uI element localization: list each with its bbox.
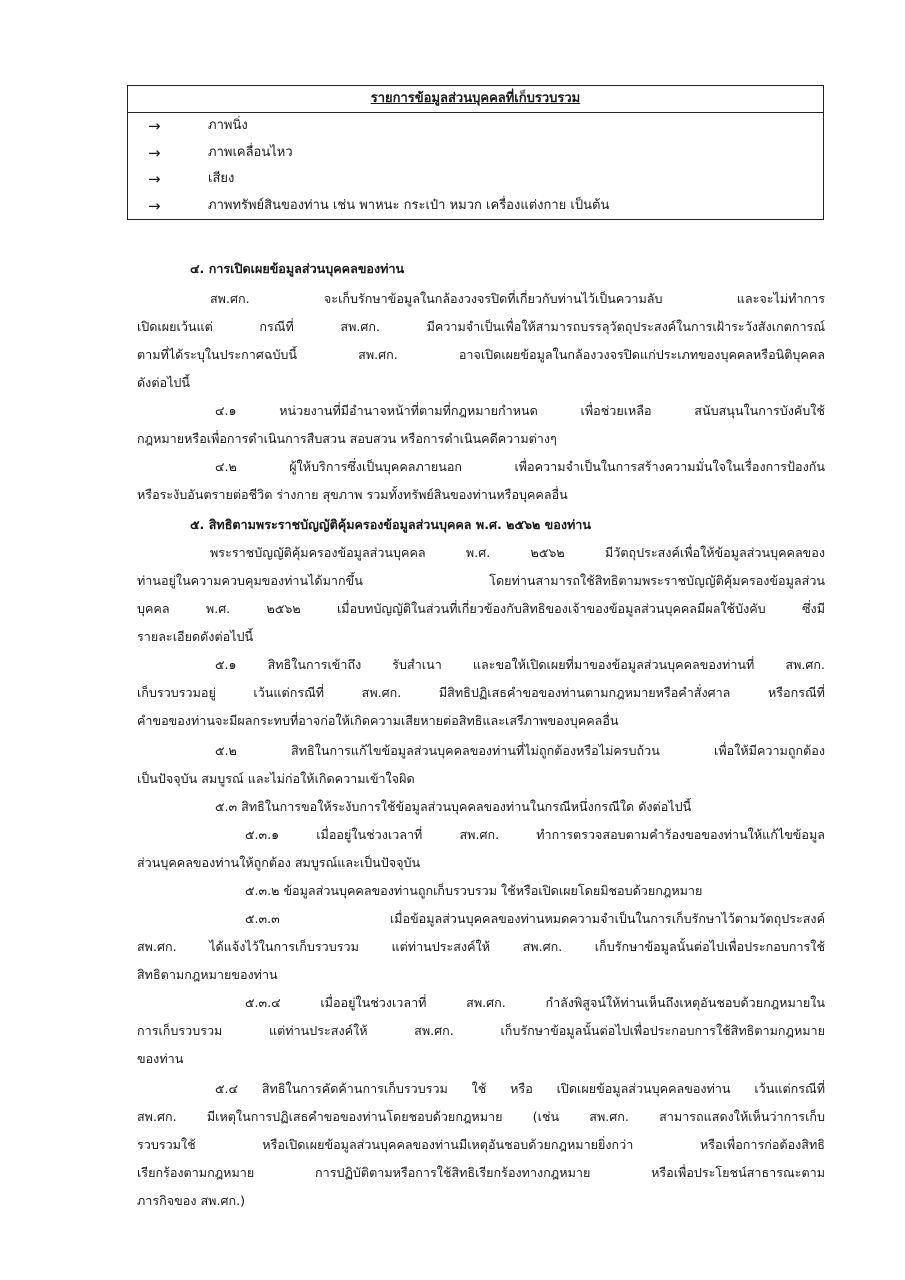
paragraph-line: รายละเอียดดังต่อไปนี้ bbox=[137, 629, 254, 644]
table-cell: ภาพนิ่ง bbox=[208, 118, 248, 133]
table-header: รายการข้อมูลส่วนบุคคลที่เก็บรวบรวม bbox=[128, 86, 823, 113]
paragraph-line: ๔.๑ หน่วยงานที่มีอำนาจหน้าที่ตามที่กฎหมายกำหนด เพื่อช่วยเหลือ สนับสนุนในการบังคับใช้ bbox=[215, 403, 825, 418]
paragraph-line: ๕.๓.๑ เมื่ออยู่ในช่วงเวลาที่ สพ.ศก. ทำการตรวจสอบตามคำร้องขอของท่านให้แก้ไขข้อมูล bbox=[245, 827, 825, 842]
section-4-heading: ๔. การเปิดเผยข้อมูลส่วนบุคคลของท่าน bbox=[190, 261, 405, 276]
paragraph-line: ตามที่ได้ระบุในประกาศฉบับนี้ สพ.ศก. อาจเปิดเผยข้อมูลในกล้องวงจรปิดแก่ประเภทของบุคคลหรือนิติบุคคล bbox=[137, 347, 825, 362]
arrow-icon: → bbox=[148, 117, 161, 135]
paragraph-line: เป็นปัจจุบัน สมบูรณ์ และไม่ก่อให้เกิดความเข้าใจผิด bbox=[137, 771, 415, 786]
paragraph-line: ๕.๑ สิทธิในการเข้าถึง รับสำเนา และขอให้เปิดเผยที่มาของข้อมูลส่วนบุคคลของท่านที่ สพ.ศก. bbox=[215, 657, 825, 672]
paragraph-line: การเก็บรวบรวม แต่ท่านประสงค์ให้ สพ.ศก. เก็บรักษาข้อมูลนั้นต่อไปเพื่อประกอบการใช้สิทธิตามกฎหมาย bbox=[137, 1023, 825, 1038]
arrow-icon: → bbox=[148, 143, 161, 162]
arrow-icon: → bbox=[148, 170, 161, 188]
paragraph-line: ๕.๔ สิทธิในการคัดค้านการเก็บรวบรวม ใช้ หรือ เปิดเผยข้อมูลส่วนบุคคลของท่าน เว้นแต่กรณีที่ bbox=[215, 1081, 825, 1096]
paragraph-line: พระราชบัญญัติคุ้มครองข้อมูลส่วนบุคคล พ.ศ. ๒๕๖๒ มีวัตถุประสงค์เพื่อให้ข้อมูลส่วนบุคคลของ bbox=[210, 545, 825, 560]
personal-data-table bbox=[127, 85, 824, 220]
paragraph-line: บุคคล พ.ศ. ๒๕๖๒ เมื่อบทบัญญัติในส่วนที่เกี่ยวข้องกับสิทธิของเจ้าของข้อมูลส่วนบุคคลมีผลใช้บังคับ ซึ่งมี bbox=[137, 601, 825, 616]
paragraph-line: ๕.๒ สิทธิในการแก้ไขข้อมูลส่วนบุคคลของท่านที่ไม่ถูกต้องหรือไม่ครบถ้วน เพื่อให้มีความถูกต้อง bbox=[215, 743, 825, 758]
paragraph-line: กฎหมายหรือเพื่อการดำเนินการสืบสวน สอบสวน หรือการดำเนินคดีความต่างๆ bbox=[137, 431, 557, 446]
paragraph-line: คำขอของท่านจะมีผลกระทบที่อาจก่อให้เกิดความเสียหายต่อสิทธิและเสรีภาพของบุคคลอื่น bbox=[137, 713, 619, 728]
paragraph-line: ๔.๒ ผู้ให้บริการซึ่งเป็นบุคคลภายนอก เพื่อความจำเป็นในการสร้างความมั่นใจในเรื่องการป้องกัน bbox=[215, 459, 825, 474]
paragraph-line: ส่วนบุคคลของท่านให้ถูกต้อง สมบูรณ์และเป็นปัจจุบัน bbox=[137, 855, 421, 870]
paragraph-line: ๕.๓ สิทธิในการขอให้ระงับการใช้ข้อมูลส่วนบุคคลของท่านในกรณีหนึ่งกรณีใด ดังต่อไปนี้ bbox=[215, 799, 692, 814]
paragraph-line: รวบรวมใช้ หรือเปิดเผยข้อมูลส่วนบุคคลของท่านมีเหตุอันชอบด้วยกฎหมายยิ่งกว่า หรือเพื่อการก่อต้องสิทธิ bbox=[137, 1137, 825, 1152]
paragraph-line: ท่านอยู่ในความควบคุมของท่านได้มากขึ้น โดยท่านสามารถใช้สิทธิตามพระราชบัญญัติคุ้มครองข้อมูลส่วน bbox=[137, 573, 825, 588]
table-row bbox=[128, 140, 823, 167]
paragraph-line: เรียกร้องตามกฎหมาย การปฏิบัติตามหรือการใช้สิทธิเรียกร้องทางกฎหมาย หรือเพื่อประโยชน์สาธารณะตาม bbox=[137, 1165, 825, 1180]
paragraph-line: สพ.ศก. ได้แจ้งไว้ในการเก็บรวบรวม แต่ท่านประสงค์ให้ สพ.ศก. เก็บรักษาข้อมูลนั้นต่อไปเพื่อประกอบการใช้ bbox=[137, 939, 825, 954]
paragraph-line: สิทธิตามกฎหมายของท่าน bbox=[137, 967, 278, 982]
table-cell: ภาพเคลื่อนไหว bbox=[208, 144, 293, 160]
table-cell: เสียง bbox=[208, 171, 235, 186]
paragraph-line: ๕.๓.๓ เมื่อข้อมูลส่วนบุคคลของท่านหมดความจำเป็นในการเก็บรักษาไว้ตามวัตถุประสงค์ bbox=[245, 911, 825, 926]
paragraph-line: ภารกิจของ สพ.ศก.) bbox=[137, 1193, 245, 1208]
paragraph-line: สพ.ศก. มีเหตุในการปฏิเสธคำขอของท่านโดยชอบด้วยกฎหมาย (เช่น สพ.ศก. สามารถแสดงให้เห็นว่าการเก็บ bbox=[137, 1109, 825, 1124]
paragraph-line: เปิดเผยเว้นแต่ กรณีที่ สพ.ศก. มีความจำเป็นเพื่อให้สามารถบรรลุวัตถุประสงค์ในการเฝ้าระวังสังเกตการณ์ bbox=[137, 319, 825, 334]
paragraph-line: ๕.๓.๒ ข้อมูลส่วนบุคคลของท่านถูกเก็บรวบรวม ใช้หรือเปิดเผยโดยมิชอบด้วยกฎหมาย bbox=[245, 883, 703, 898]
section-5-heading: ๕. สิทธิตามพระราชบัญญัติคุ้มครองข้อมูลส่วนบุคคล พ.ศ. ๒๕๖๒ ของท่าน bbox=[190, 517, 591, 532]
table-row bbox=[128, 193, 823, 220]
arrow-icon: → bbox=[148, 196, 161, 215]
paragraph-line: สพ.ศก. จะเก็บรักษาข้อมูลในกล้องวงจรปิดที่เกี่ยวกับท่านไว้เป็นความลับ และจะไม่ทำการ bbox=[210, 291, 825, 306]
table-cell: ภาพทรัพย์สินของท่าน เช่น พาหนะ กระเป๋า หมวก เครื่องแต่งกาย เป็นต้น bbox=[208, 197, 610, 213]
paragraph-line: หรือระงับอันตรายต่อชีวิต ร่างกาย สุขภาพ รวมทั้งทรัพย์สินของท่านหรือบุคคลอื่น bbox=[137, 487, 568, 502]
paragraph-line: ของท่าน bbox=[137, 1051, 184, 1066]
table-row bbox=[128, 113, 823, 140]
table-row bbox=[128, 166, 823, 193]
paragraph-line: ดังต่อไปนี้ bbox=[137, 375, 191, 390]
paragraph-line: เก็บรวบรวมอยู่ เว้นแต่กรณีที่ สพ.ศก. มีสิทธิปฏิเสธคำขอของท่านตามกฎหมายหรือคำสั่งศาล หรือกรณีที่ bbox=[137, 685, 825, 700]
paragraph-line: ๕.๓.๔ เมื่ออยู่ในช่วงเวลาที่ สพ.ศก. กำลังพิสูจน์ให้ท่านเห็นถึงเหตุอันชอบด้วยกฎหมายใน bbox=[245, 995, 825, 1010]
